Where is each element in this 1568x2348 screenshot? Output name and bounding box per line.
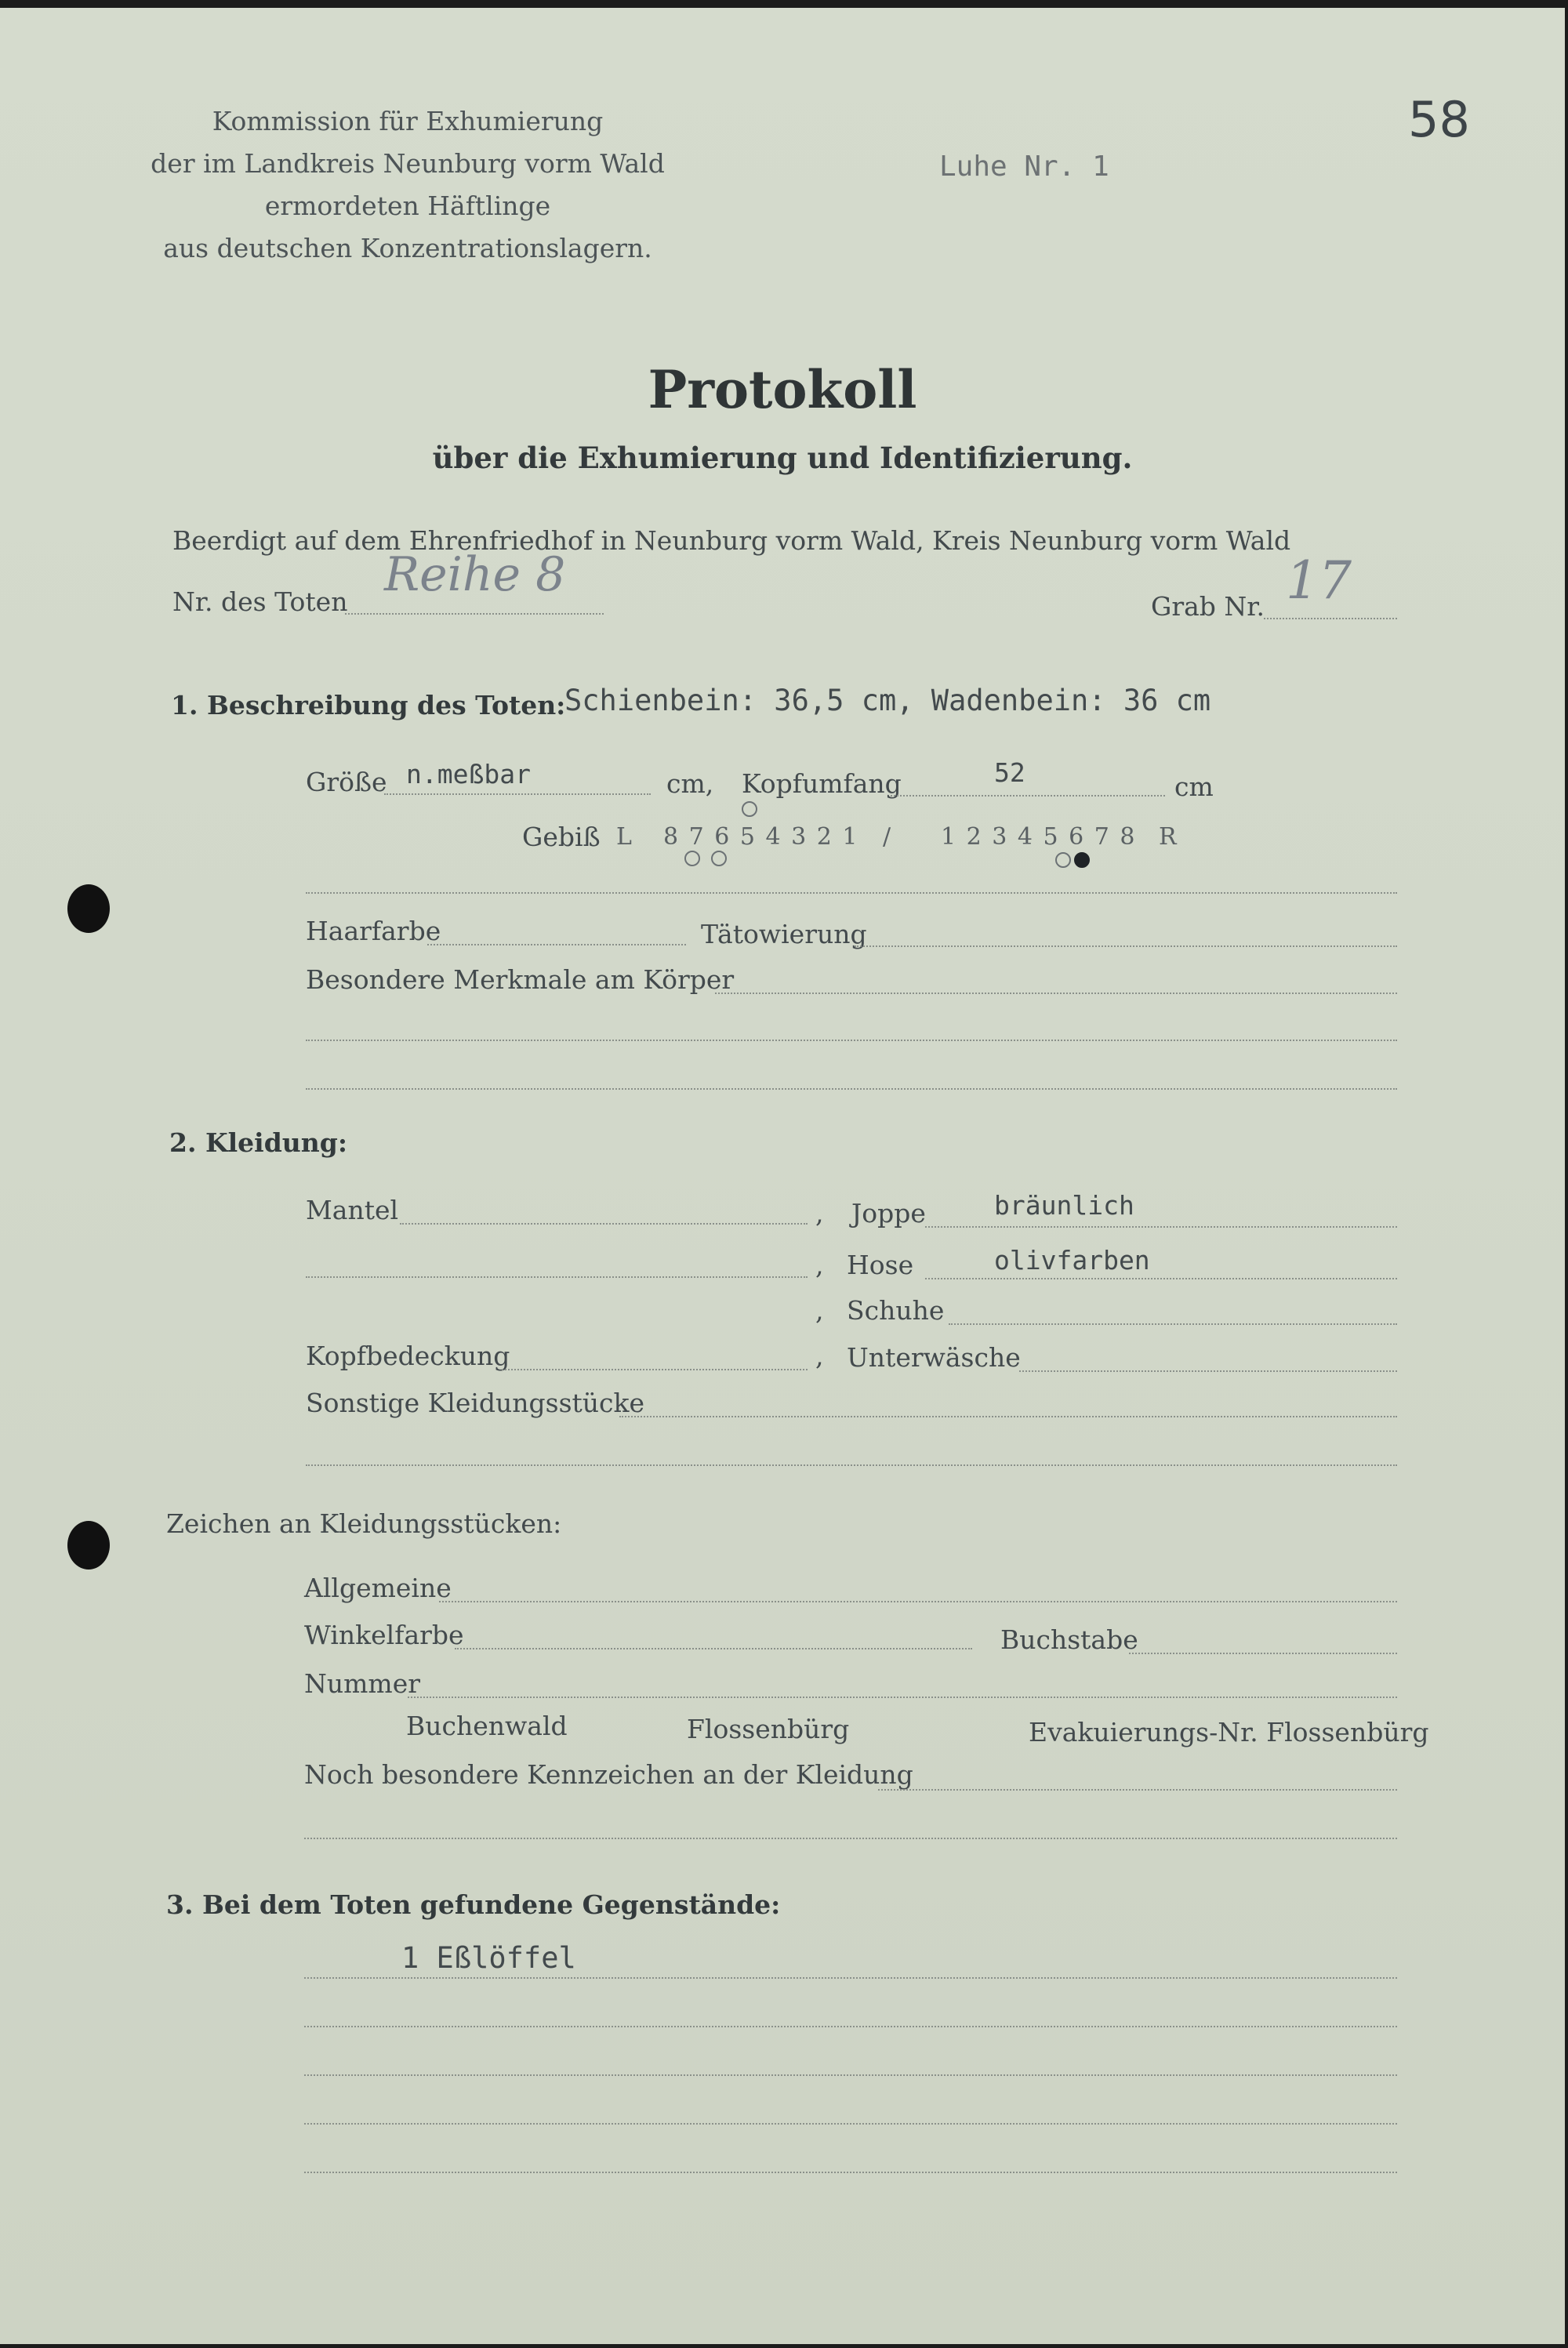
document-subtitle: über die Exhumierung und Identifizierung.	[432, 441, 1133, 475]
teeth-separator: /	[883, 823, 893, 851]
items-line-2	[304, 2026, 1397, 2027]
dead-no-line	[345, 613, 604, 615]
teeth-right-numbers: 1 2 3 4 5 6 7 8	[941, 823, 1137, 851]
tooth-mark-lower-2	[711, 851, 727, 866]
other-clothing-line	[619, 1416, 1397, 1417]
dead-no-label: Nr. des Toten	[172, 586, 348, 617]
section1-dotted-line-2	[306, 1040, 1397, 1041]
tooth-mark-upper	[742, 801, 757, 817]
jacket-label: Joppe	[851, 1198, 926, 1228]
number-label: Nummer	[304, 1668, 421, 1699]
head-circumference-value: 52	[994, 757, 1025, 788]
letter-label: Buchstabe	[1000, 1624, 1138, 1655]
underwear-line	[1019, 1370, 1397, 1372]
commission-line-3: ermordeten Häftlinge	[264, 191, 551, 221]
general-label: Allgemeine	[304, 1573, 452, 1603]
description-typed: Schienbein: 36,5 cm, Wadenbein: 36 cm	[564, 684, 1211, 717]
grave-no-label: Grab Nr.	[1151, 591, 1265, 622]
buried-text: Beerdigt auf dem Ehrenfriedhof in Neunburg vorm Wald, Kreis Neunburg vorm Wald	[172, 525, 1291, 556]
commission-line-2: der im Landkreis Neunburg vorm Wald	[151, 148, 665, 179]
features-label: Besondere Merkmale am Körper	[306, 964, 735, 995]
tattoo-line	[855, 945, 1397, 947]
commission-line-4: aus deutschen Konzentrationslagern.	[163, 233, 652, 263]
items-line-1	[304, 1977, 1397, 1979]
section3-heading: 3. Bei dem Toten gefundene Gegenstände:	[166, 1889, 781, 1920]
marks-dotted-line	[304, 1838, 1397, 1839]
items-line-3	[304, 2074, 1397, 2076]
special-marks-line	[878, 1789, 1397, 1791]
jacket-line	[925, 1226, 1397, 1228]
coat-line	[400, 1223, 808, 1225]
other-clothing-label: Sonstige Kleidungsstücke	[306, 1388, 645, 1418]
grave-no-line	[1264, 618, 1397, 619]
teeth-label: Gebiß	[522, 822, 601, 852]
marks-heading: Zeichen an Kleidungsstücken:	[166, 1508, 562, 1539]
hair-color-line	[427, 944, 686, 945]
buchenwald-label: Buchenwald	[406, 1711, 568, 1741]
height-label: Größe	[306, 767, 387, 797]
evacuation-number-label: Evakuierungs-Nr. Flossenbürg	[1029, 1717, 1429, 1747]
luhe-reference: Luhe Nr. 1	[939, 151, 1109, 183]
section1-heading: 1. Beschreibung des Toten:	[171, 690, 566, 720]
letter-line	[1129, 1653, 1397, 1654]
head-circumference-label: Kopfumfang	[742, 768, 902, 799]
height-line	[384, 793, 651, 795]
tooth-mark-lower-filled	[1074, 852, 1090, 868]
tattoo-label: Tätowierung	[701, 919, 867, 949]
trousers-value: olivfarben	[994, 1245, 1150, 1276]
height-value: n.meßbar	[406, 759, 531, 789]
dead-no-handwritten: Reihe 8	[384, 547, 566, 602]
features-line	[715, 993, 1397, 994]
binder-hole-2	[67, 1521, 110, 1570]
trousers-label: Hose	[847, 1250, 914, 1280]
coat-label: Mantel	[306, 1195, 399, 1225]
items-line-5	[304, 2172, 1397, 2173]
tooth-mark-lower-1	[684, 851, 700, 866]
teeth-left-letter: L	[616, 823, 633, 851]
special-marks-label: Noch besondere Kennzeichen an der Kleidung	[304, 1759, 913, 1790]
document-title: Protokoll	[648, 359, 917, 420]
commission-header	[141, 100, 674, 270]
headwear-line	[502, 1369, 808, 1370]
flossenburg-label: Flossenbürg	[687, 1714, 850, 1744]
headwear-label: Kopfbedeckung	[306, 1341, 510, 1371]
teeth-right-letter: R	[1159, 823, 1178, 851]
trousers-line	[925, 1278, 1397, 1279]
general-line	[439, 1601, 1397, 1602]
section2-dotted-line	[306, 1464, 1397, 1466]
grave-no-handwritten: 17	[1286, 550, 1352, 611]
hair-color-label: Haarfarbe	[306, 916, 441, 946]
teeth-left-numbers: 8 7 6 5 4 3 2 1	[663, 823, 859, 851]
section1-dotted-line-3	[306, 1088, 1397, 1090]
underwear-label: Unterwäsche	[847, 1342, 1021, 1373]
found-item-1: 1 Eßlöffel	[401, 1941, 576, 1975]
comma-3: ,	[815, 1295, 824, 1326]
section1-dotted-line-1	[306, 892, 1397, 894]
protocol-page	[0, 8, 1565, 2344]
items-line-4	[304, 2123, 1397, 2125]
triangle-color-label: Winkelfarbe	[304, 1620, 464, 1650]
comma-1: ,	[815, 1198, 824, 1228]
cm-label-1: cm,	[666, 768, 714, 799]
tooth-mark-lower-3	[1055, 852, 1071, 868]
head-line	[891, 795, 1165, 797]
trousers-left-line	[306, 1276, 808, 1278]
section2-heading: 2. Kleidung:	[169, 1127, 348, 1158]
comma-4: ,	[815, 1341, 824, 1371]
comma-2: ,	[815, 1250, 824, 1280]
commission-line-1: Kommission für Exhumierung	[212, 106, 604, 136]
shoes-label: Schuhe	[847, 1295, 945, 1326]
cm-label-2: cm	[1174, 771, 1214, 802]
jacket-value: bräunlich	[994, 1190, 1134, 1221]
number-line	[408, 1697, 1397, 1698]
shoes-line	[949, 1323, 1397, 1325]
page-number: 58	[1408, 91, 1470, 148]
triangle-color-line	[455, 1648, 972, 1649]
binder-hole-1	[67, 884, 110, 933]
